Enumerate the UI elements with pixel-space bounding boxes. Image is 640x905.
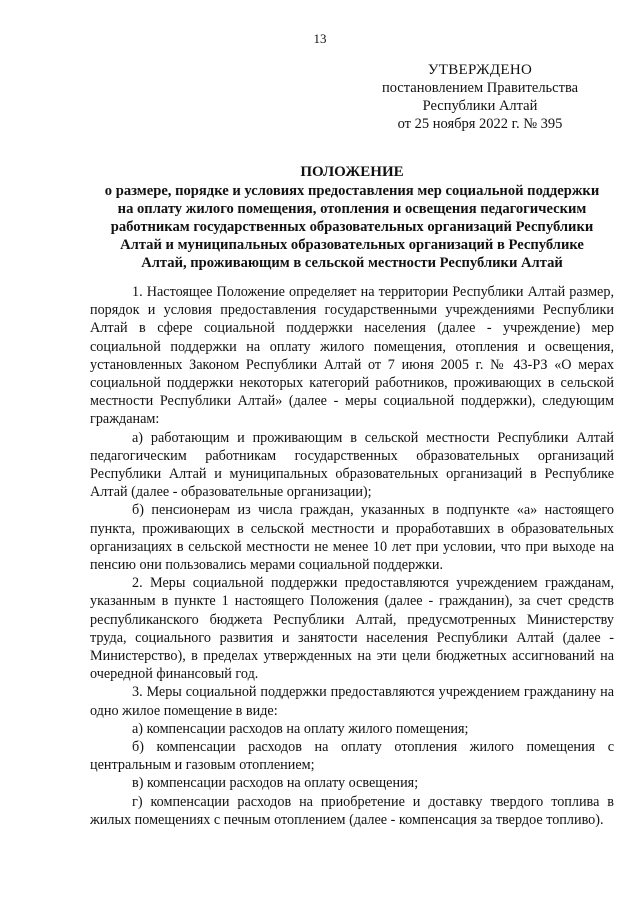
paragraph-1a: а) работающим и проживающим в сельской местности Республики Алтай педагогическим работникам государственных образовательных организаций Республики Алтай и муниципальных образовательных организаций в Республике Алтай (далее - образовательные организации); — [90, 429, 614, 501]
document-subtitle-line: на оплату жилого помещения, отопления и освещения педагогическим — [117, 201, 587, 217]
document-title: ПОЛОЖЕНИЕ — [300, 164, 404, 180]
document-subtitle-line: Алтай, проживающим в сельской местности Республики Алтай — [141, 255, 563, 271]
page-number: 13 — [313, 31, 327, 46]
document-subtitle-line: Алтай и муниципальных образовательных организаций в Республике — [120, 237, 584, 253]
approval-heading: УТВЕРЖДЕНО — [427, 62, 533, 78]
paragraph-3: 3. Меры социальной поддержки предоставляются учреждением гражданину на одно жилое помещение в виде: — [90, 684, 614, 719]
paragraph-3c: в) компенсации расходов на оплату освещения; — [132, 775, 419, 792]
paragraph-3a: а) компенсации расходов на оплату жилого помещения; — [132, 720, 469, 737]
paragraph-1b: б) пенсионерам из числа граждан, указанных в подпункте «а» настоящего пункта, проживающих в сельской местности и проработавших в образовательных организациях в сельской местности не менее 10 лет при условии, что при выходе на пенсию они пользовались мерами социальной поддержки. — [90, 502, 614, 574]
document-body — [90, 283, 614, 829]
approval-line-1: постановлением Правительства — [381, 80, 579, 96]
document-title-block — [90, 163, 614, 272]
document-subtitle-line: работникам государственных образовательных организаций Республики — [110, 219, 594, 235]
paragraph-3b: б) компенсации расходов на оплату отопления жилого помещения с центральным и газовым отоплением; — [90, 739, 614, 774]
paragraph-1: 1. Настоящее Положение определяет на территории Республики Алтай размер, порядок и условия предоставления государственными учреждениями Республики Алтай в сфере социальной поддержки населения (далее - учреждение) мер социальной поддержки на оплату жилого помещения, отопления и освещения, установленных Законом Республики Алтай от 7 июня 2005 г. № 43-РЗ «О мерах социальной поддержки некоторых категорий работников, проживающих в сельской местности Республики Алтай» (далее - меры социальной поддержки), следующим гражданам: — [90, 284, 614, 428]
approval-line-2: Республики Алтай — [422, 98, 538, 114]
paragraph-2: 2. Меры социальной поддержки предоставляются учреждением гражданам, указанным в пункте 1 настоящего Положения (далее - гражданин), за счет средств республиканского бюджета Республики Алтай, предусмотренных Министерству труда, социального развития и занятости населения Республики Алтай (далее - Министерство), в пределах утвержденных на эти цели бюджетных ассигнований на очередной финансовый год. — [90, 575, 614, 683]
approval-line-3: от 25 ноября 2022 г. № 395 — [397, 116, 563, 132]
paragraph-3d: г) компенсации расходов на приобретение и доставку твердого топлива в жилых помещениях с печным отоплением (далее - компенсация за твердое топливо). — [90, 793, 614, 828]
document-subtitle-line: о размере, порядке и условиях предоставления мер социальной поддержки — [104, 183, 600, 199]
approval-stamp-block — [360, 61, 600, 133]
